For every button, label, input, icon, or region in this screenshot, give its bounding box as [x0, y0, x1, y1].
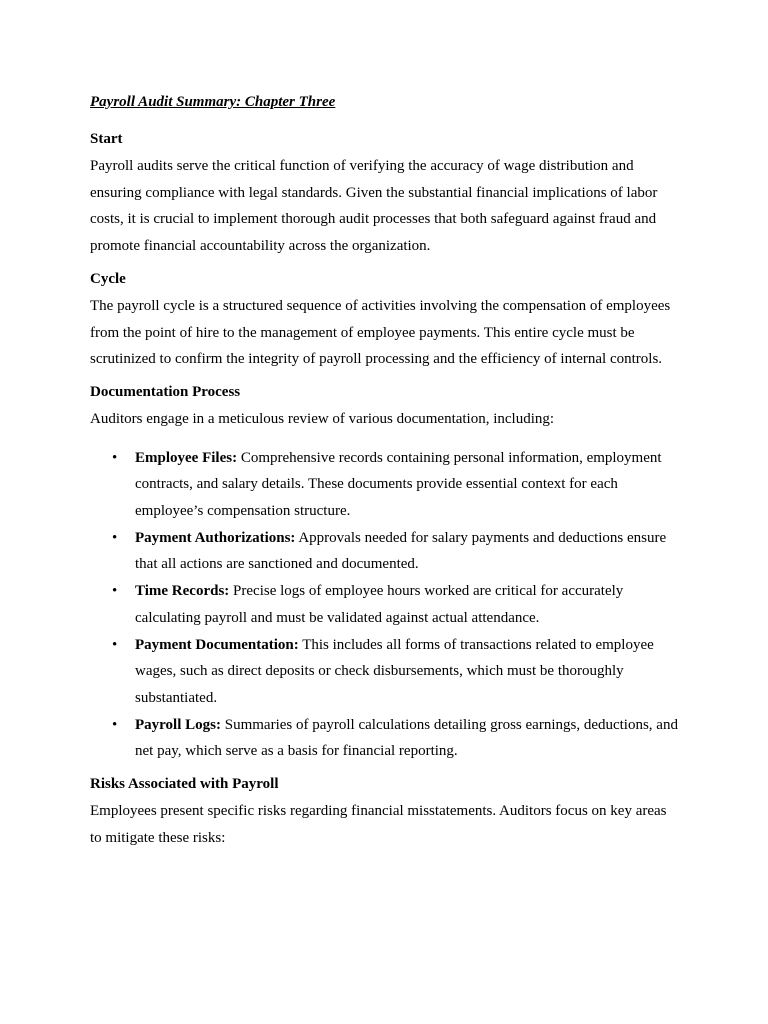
item-term: Payment Documentation: — [135, 636, 299, 653]
list-item — [90, 712, 680, 765]
documentation-list — [90, 445, 680, 765]
section-paragraph: Payroll audits serve the critical function of verifying the accuracy of wage distribution and ensuring compliance with legal standards. Given the substantial financial implications of labor costs, it is crucial to implement thorough audit processes that both safeguard against fraud and promote financial accountability across the organization. — [90, 158, 658, 255]
document-page — [90, 93, 680, 861]
section-risks — [90, 775, 680, 851]
list-item — [90, 445, 680, 525]
item-text: Precise logs of employee hours worked are critical for accurately calculating payroll and must be validated against actual attendance. — [135, 583, 624, 626]
section-heading: Start — [90, 131, 123, 147]
item-term: Payment Authorizations: — [135, 529, 296, 546]
bullet-icon: • — [112, 449, 118, 466]
bullet-icon: • — [112, 529, 118, 546]
section-paragraph: The payroll cycle is a structured sequence of activities involving the compensation of employees from the point of hire to the management of employee payments. This entire cycle must be scrutinized to confirm the integrity of payroll processing and the efficiency of internal controls. — [90, 297, 671, 368]
section-heading: Cycle — [90, 270, 126, 287]
section-paragraph: Employees present specific risks regarding financial misstatements. Auditors focus on key areas to mitigate these risks: — [90, 803, 667, 846]
item-term: Time Records: — [135, 583, 230, 600]
list-item — [90, 578, 680, 631]
item-text: This includes all forms of transactions related to employee wages, such as direct deposits or check disbursements, which must be thoroughly substantiated. — [135, 636, 654, 706]
item-text: Approvals needed for salary payments and deductions ensure that all actions are sanctioned and documented. — [135, 529, 667, 573]
list-item — [90, 525, 680, 578]
item-text: Summaries of payroll calculations detailing gross earnings, deductions, and net pay, which serve as a basis for financial reporting. — [135, 716, 678, 760]
document-title: Payroll Audit Summary: Chapter Three — [90, 94, 336, 110]
item-text: Comprehensive records containing personal information, employment contracts, and salary details. These documents provide essential context for each employee’s compensation structure. — [135, 449, 662, 520]
bullet-icon: • — [112, 583, 118, 600]
item-term: Payroll Logs: — [135, 716, 221, 733]
bullet-icon: • — [112, 716, 118, 733]
section-heading: Documentation Process — [90, 383, 241, 400]
section-intro: Auditors engage in a meticulous review of various documentation, including: — [90, 410, 555, 427]
item-term: Employee Files: — [135, 449, 238, 466]
section-cycle — [90, 270, 680, 373]
section-heading: Risks Associated with Payroll — [90, 776, 279, 793]
section-documentation — [90, 383, 680, 765]
section-start — [90, 130, 680, 260]
list-item — [90, 632, 680, 712]
bullet-icon: • — [112, 636, 118, 653]
